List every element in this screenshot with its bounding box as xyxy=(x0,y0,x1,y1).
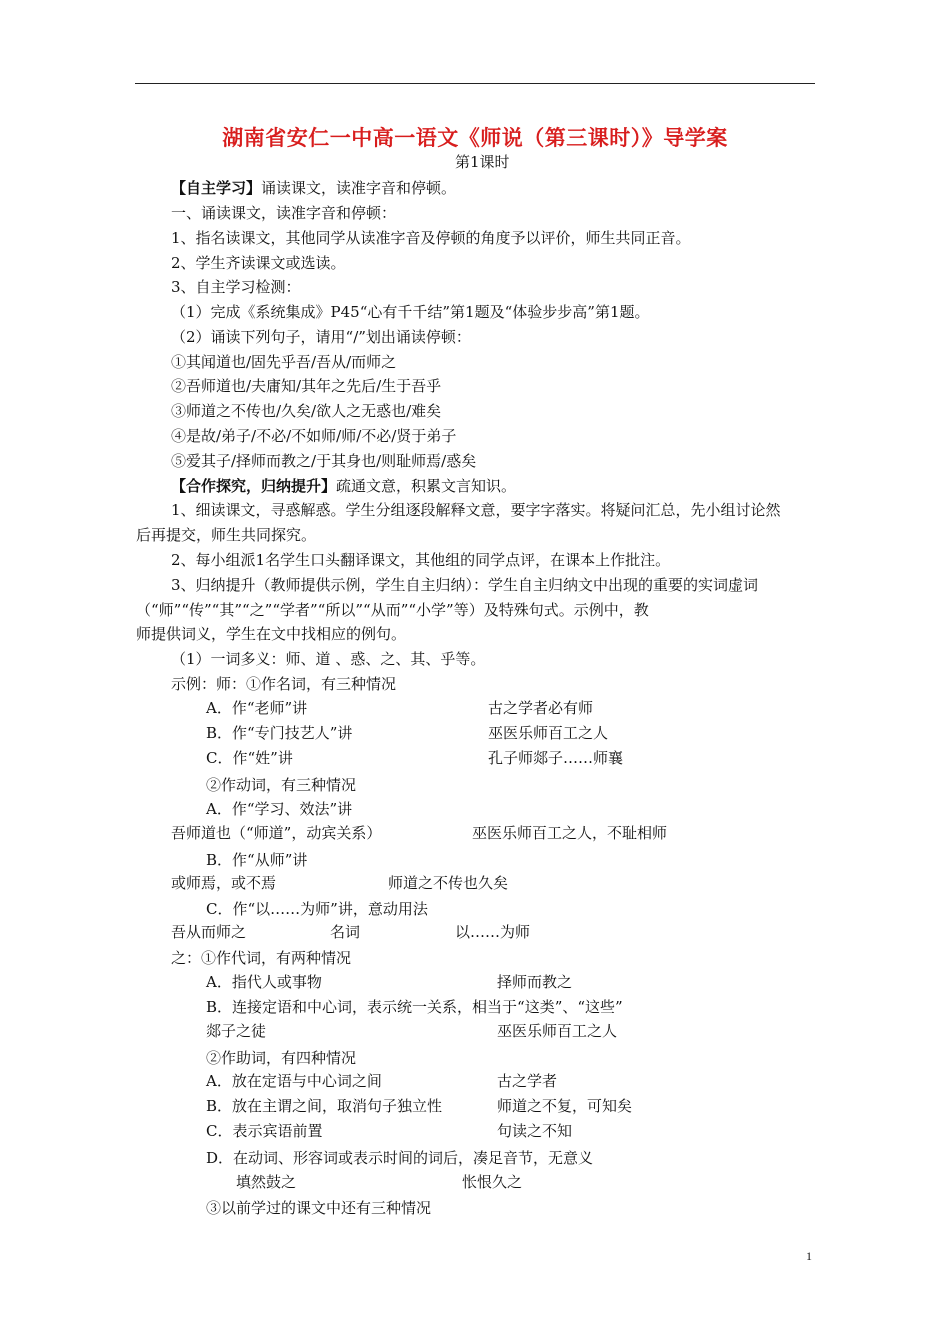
example-text: 句读之不知 xyxy=(497,1122,573,1140)
text-line: D．在动词、形容词或表示时间的词后，凑足音节，无意义 xyxy=(206,1149,594,1167)
text-line: ①其闻道也/固先乎吾/吾从/而师之 xyxy=(171,353,397,371)
text-line: C．表示宾语前置 xyxy=(206,1122,323,1140)
example-text: 巫医乐师百工之人 xyxy=(497,1022,618,1040)
text-line: 3、归纳提升（教师提供示例，学生自主归纳）：学生自主归纳文中出现的重要的实词虚词 xyxy=(171,576,759,594)
page-title: 湖南省安仁一中高一语文《师说（第三课时）》导学案 xyxy=(222,126,728,150)
text-line: 1、细读课文，寻惑解惑。学生分组逐段解释文意，要字字落实。将疑问汇总，先小组讨论然 xyxy=(171,501,781,519)
subtitle: 第1课时 xyxy=(455,153,510,171)
text-line: ⑤爱其子/择师而教之/于其身也/则耻师焉/惑矣 xyxy=(171,452,477,470)
text-line: A．指代人或事物 xyxy=(206,973,322,991)
example-text: 古之学者 xyxy=(497,1072,558,1090)
example-text: 古之学者必有师 xyxy=(488,699,594,717)
section-zizhu xyxy=(171,178,456,198)
example-text: 吾师道也（“师道”，动宾关系） xyxy=(171,824,382,842)
text-line: B．作“专门技艺人”讲 xyxy=(206,724,353,742)
text-line: ②吾师道也/夫庸知/其年之先后/生于吾乎 xyxy=(171,377,442,395)
text-line: 1、指名读课文，其他同学从读准字音及停顿的角度予以评价，师生共同正音。 xyxy=(171,229,691,247)
text-line: 3、自主学习检测： xyxy=(171,278,301,296)
example-text: 巫医乐师百工之人 xyxy=(488,724,609,742)
example-text: 以……为师 xyxy=(455,923,531,941)
text-line: ④是故/弟子/不必/不如师/师/不必/贤于弟子 xyxy=(171,427,457,445)
example-text: 择师而教之 xyxy=(497,973,573,991)
example-text: 填然鼓之 xyxy=(236,1173,297,1191)
text-line: （1）一词多义：师、道 、惑、之、其、乎等。 xyxy=(171,650,486,668)
text-line: 师提供词义，学生在文中找相应的例句。 xyxy=(136,625,407,643)
section-text: 疏通文意，积累文言知识。 xyxy=(336,477,517,495)
text-line: B．作“从师”讲 xyxy=(206,851,308,869)
section-heading: 【合作探究，归纳提升】 xyxy=(171,477,337,495)
example-text: 孔子师郯子……师襄 xyxy=(488,749,624,767)
section-heading: 【自主学习】 xyxy=(171,179,262,197)
example-text: 郯子之徒 xyxy=(206,1022,267,1040)
example-text: 师道之不传也久矣 xyxy=(388,874,509,892)
example-text: 吾从而师之 xyxy=(171,923,247,941)
text-line: C．作“姓”讲 xyxy=(206,749,293,767)
text-line: 2、学生齐读课文或选读。 xyxy=(171,254,346,272)
text-line: 示例：师：①作名词，有三种情况 xyxy=(171,675,397,693)
text-line: （1）完成《系统集成》P45“心有千千结”第1题及“体验步步高”第1题。 xyxy=(171,303,650,321)
text-line: 2、每小组派1名学生口头翻译课文，其他组的同学点评，在课本上作批注。 xyxy=(171,551,671,569)
text-line: ③师道之不传也/久矣/欲人之无惑也/难矣 xyxy=(171,402,442,420)
section-text: 诵读课文，读准字音和停顿。 xyxy=(261,179,457,197)
page-number: 1 xyxy=(806,1249,812,1263)
example-text: 怅恨久之 xyxy=(462,1173,523,1191)
text-line: A．放在定语与中心词之间 xyxy=(206,1072,382,1090)
text-line: A．作“学习、效法”讲 xyxy=(206,800,353,818)
header-rule xyxy=(135,83,815,84)
text-line: B．连接定语和中心词，表示统一关系，相当于“这类”、“这些” xyxy=(206,998,623,1016)
text-line: ②作助词，有四种情况 xyxy=(206,1049,357,1067)
text-line: 之：①作代词，有两种情况 xyxy=(171,949,352,967)
example-text: 巫医乐师百工之人，不耻相师 xyxy=(472,824,668,842)
example-text: 名词 xyxy=(330,923,361,941)
text-line: ③以前学过的课文中还有三种情况 xyxy=(206,1199,432,1217)
text-line: （2）诵读下列句子，请用“/”划出诵读停顿： xyxy=(171,328,471,346)
text-line: ②作动词，有三种情况 xyxy=(206,776,357,794)
text-line: 一、诵读课文，读准字音和停顿： xyxy=(171,204,397,222)
section-hezuo xyxy=(171,476,516,496)
text-line: （“师”“传”“其”“之”“学者”“所以”“从而”“小学”等）及特殊句式。示例中，教 xyxy=(136,601,649,619)
example-text: 或师焉，或不焉 xyxy=(171,874,277,892)
text-line: B．放在主谓之间，取消句子独立性 xyxy=(206,1097,443,1115)
text-line: A．作“老师”讲 xyxy=(206,699,308,717)
example-text: 师道之不复，可知矣 xyxy=(497,1097,633,1115)
text-line: 后再提交，师生共同探究。 xyxy=(136,526,317,544)
text-line: C．作“以……为师”讲，意动用法 xyxy=(206,900,428,918)
